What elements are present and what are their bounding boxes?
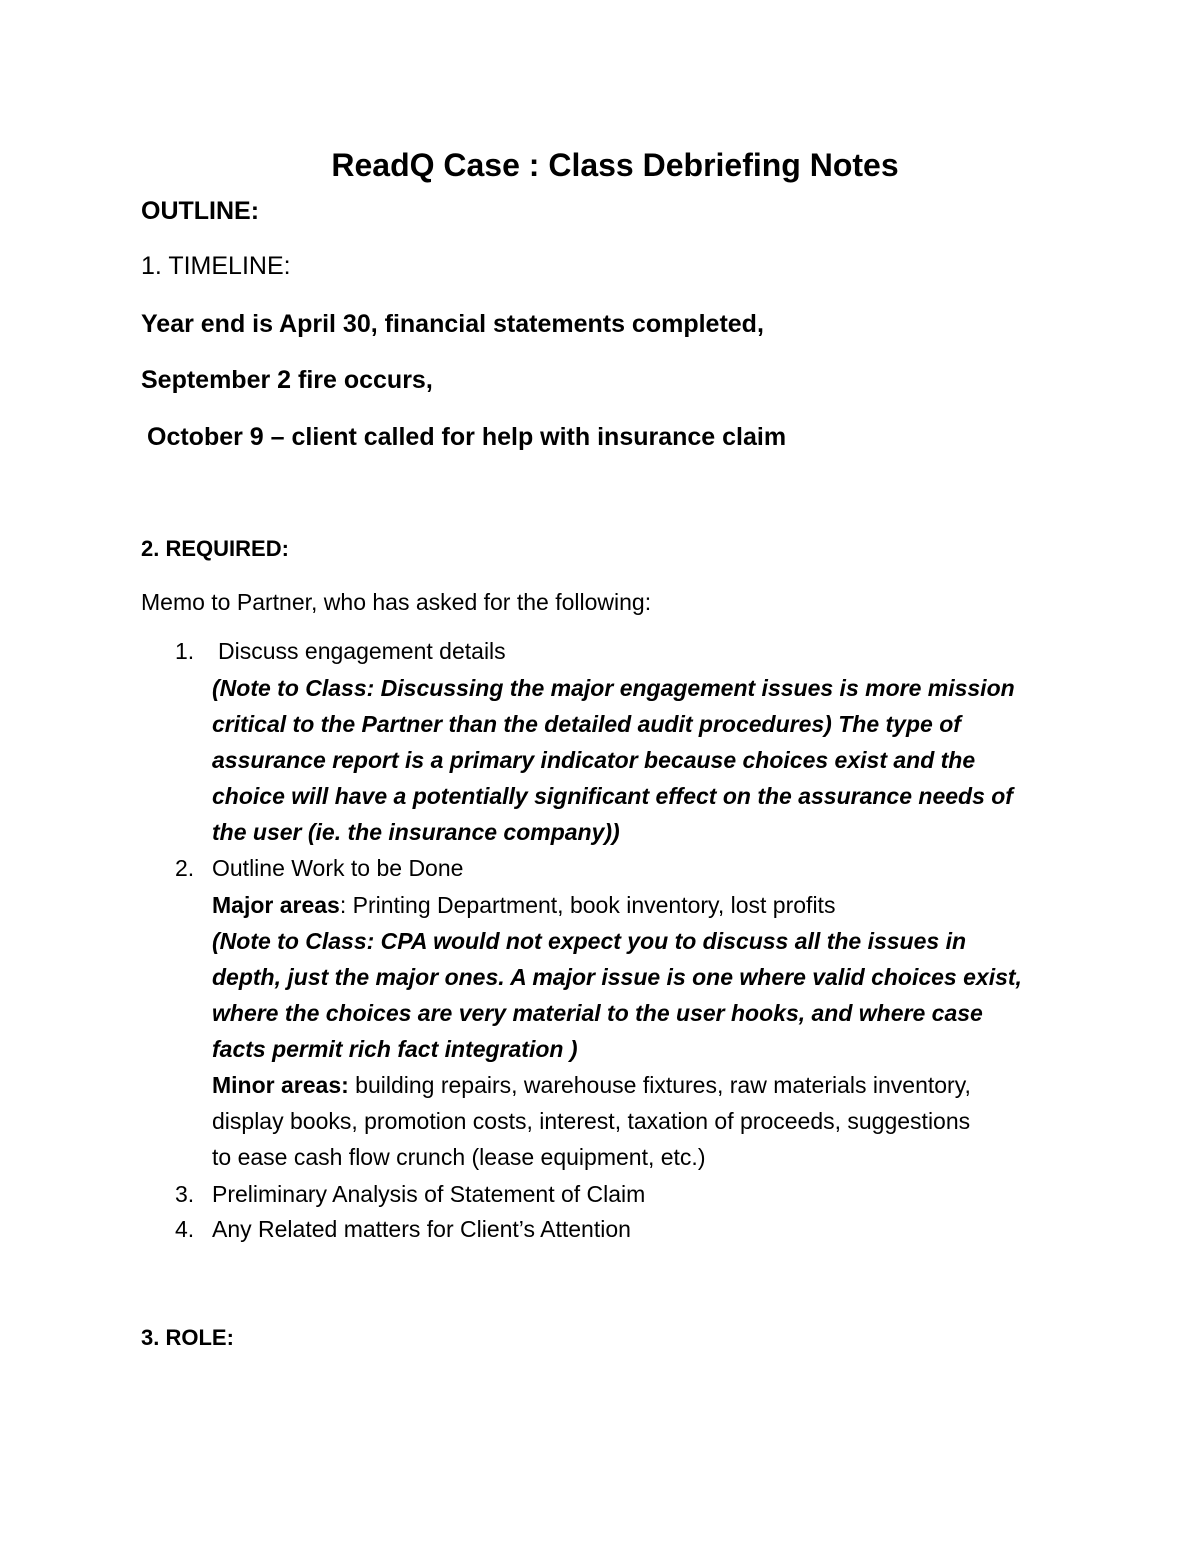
section-heading-required: 2. REQUIRED:	[141, 536, 289, 561]
minor-areas-text: building repairs, warehouse fixtures, raw materials inventory,	[348, 1072, 971, 1098]
major-areas-line	[212, 890, 835, 920]
document-title: ReadQ Case : Class Debriefing Notes	[331, 147, 899, 183]
major-areas-label: Major areas	[212, 892, 340, 918]
note-line: (Note to Class: CPA would not expect you to discuss all the issues in	[212, 928, 967, 954]
minor-areas-line	[212, 1070, 971, 1100]
required-intro: Memo to Partner, who has asked for the following:	[141, 589, 652, 615]
minor-areas-line: to ease cash flow crunch (lease equipment, etc.)	[212, 1144, 706, 1170]
note-line: critical to the Partner than the detailed audit procedures) The type of	[212, 711, 961, 737]
note-line: facts permit rich fact integration )	[212, 1036, 578, 1062]
note-line: choice will have a potentially significant effect on the assurance needs of	[212, 783, 1013, 809]
note-line: the user (ie. the insurance company))	[212, 819, 620, 845]
note-line: depth, just the major ones. A major issue is one where valid choices exist,	[212, 964, 1022, 990]
outline-label: OUTLINE:	[141, 197, 260, 225]
timeline-line: Year end is April 30, financial statements completed,	[141, 310, 764, 338]
section-heading-timeline: 1. TIMELINE:	[141, 252, 291, 280]
timeline-line: October 9 – client called for help with insurance claim	[147, 423, 787, 451]
note-line: (Note to Class: Discussing the major engagement issues is more mission	[212, 675, 1015, 701]
major-areas-text: : Printing Department, book inventory, lost profits	[339, 892, 836, 918]
list-item-number: 4.	[175, 1216, 195, 1242]
list-item-label: Any Related matters for Client’s Attention	[212, 1216, 631, 1242]
section-heading-role: 3. ROLE:	[141, 1325, 234, 1350]
note-line: where the choices are very material to the user hooks, and where case	[212, 1000, 983, 1026]
minor-areas-label: Minor areas:	[212, 1072, 349, 1098]
minor-areas-line: display books, promotion costs, interest, taxation of proceeds, suggestions	[212, 1108, 971, 1134]
list-item-label: Outline Work to be Done	[212, 855, 464, 881]
list-item-number: 3.	[175, 1181, 195, 1207]
list-item-number: 2.	[175, 855, 195, 881]
list-item-number: 1.	[175, 638, 195, 664]
list-item-label: Preliminary Analysis of Statement of Claim	[212, 1181, 646, 1207]
note-line: assurance report is a primary indicator because choices exist and the	[212, 747, 976, 773]
list-item-label: Discuss engagement details	[218, 638, 506, 664]
timeline-line: September 2 fire occurs,	[141, 366, 433, 394]
